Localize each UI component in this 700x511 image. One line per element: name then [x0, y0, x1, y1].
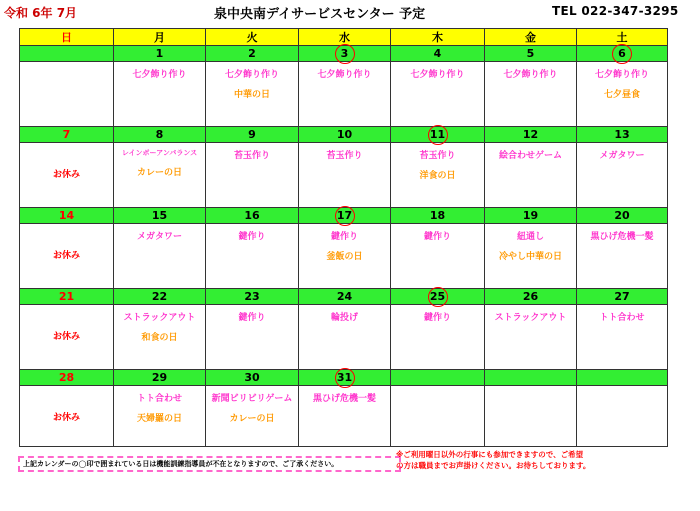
date-cell: [299, 370, 391, 386]
event-cell: [485, 386, 577, 447]
date-cell: [206, 208, 299, 224]
date-cell: [391, 289, 485, 305]
weekday-fri: 金: [485, 29, 577, 46]
participation-note: [396, 449, 590, 471]
event-cell: [206, 386, 299, 447]
activity-label: 新聞ビリビリゲーム: [211, 394, 293, 404]
activity-label: ストラックアウト: [494, 313, 567, 323]
date-row: [20, 289, 668, 305]
event-cell: [20, 305, 114, 370]
date-cell: [577, 46, 668, 62]
event-cell: [577, 143, 668, 208]
date-cell: [206, 127, 299, 143]
date-number: 1: [155, 47, 164, 60]
date-number: 15: [151, 209, 168, 222]
participation-note-line2: の方は職員までお声掛けください。お待ちしております。: [396, 461, 591, 470]
meal-label: 洋食の日: [419, 171, 456, 181]
date-cell: [299, 289, 391, 305]
event-row: [20, 305, 668, 370]
date-cell: [577, 127, 668, 143]
event-cell: [577, 386, 668, 447]
event-cell: [577, 305, 668, 370]
date-cell: [299, 127, 391, 143]
activity-label: 鍵作り: [330, 232, 358, 242]
event-cell: [20, 224, 114, 289]
participation-note-line1: ※ご利用曜日以外の行事にも参加できますので、ご希望: [396, 450, 584, 459]
absence-circle-mark: [335, 44, 355, 64]
meal-label: 和食の日: [141, 333, 178, 343]
instructor-absence-note: 上記カレンダーの◯印で囲まれている日は機能訓練指導員が不在となりますので、ご了承ください。: [18, 456, 401, 472]
date-number: 7: [62, 128, 71, 141]
date-cell: [485, 208, 577, 224]
activity-label: レインボーアンバランス: [121, 149, 198, 157]
event-cell: [485, 143, 577, 208]
date-number: 4: [433, 47, 442, 60]
calendar-table: [19, 28, 668, 447]
activity-label: 七夕飾り作り: [594, 70, 649, 80]
date-cell: [577, 370, 668, 386]
weekday-tue: 火: [206, 29, 299, 46]
meal-label: 七夕昼食: [603, 90, 640, 100]
date-number: 17: [336, 209, 353, 222]
activity-label: 鍵作り: [238, 232, 266, 242]
date-cell: [20, 46, 114, 62]
date-number: 14: [58, 209, 75, 222]
date-number: 5: [526, 47, 535, 60]
event-cell: [20, 143, 114, 208]
weekday-wed: 水: [299, 29, 391, 46]
event-cell: [114, 386, 206, 447]
date-cell: [485, 127, 577, 143]
absence-circle-mark: [428, 287, 448, 307]
date-number: 25: [429, 290, 446, 303]
date-cell: [20, 208, 114, 224]
activity-label: 七夕飾り作り: [224, 70, 279, 80]
date-cell: [485, 46, 577, 62]
date-number: 22: [151, 290, 168, 303]
activity-label: メガタワー: [599, 151, 645, 161]
date-number: 6: [618, 47, 626, 60]
date-number: 18: [429, 209, 446, 222]
activity-label: 鍵作り: [423, 232, 451, 242]
date-cell: [485, 370, 577, 386]
event-cell: [206, 62, 299, 127]
date-number: 28: [58, 371, 75, 384]
event-cell: [299, 305, 391, 370]
month-label: 令和 6年 7月: [4, 6, 78, 20]
phone-number: TEL 022-347-3295: [552, 4, 679, 18]
date-number: 16: [244, 209, 260, 222]
date-cell: [114, 208, 206, 224]
weekday-thu: 木: [391, 29, 485, 46]
header: [0, 0, 700, 28]
date-cell: [20, 289, 114, 305]
date-cell: [114, 370, 206, 386]
activity-label: トト合わせ: [136, 394, 182, 404]
date-number: 30: [244, 371, 260, 384]
weekday-sun: 日: [20, 29, 114, 46]
event-cell: [206, 143, 299, 208]
event-cell: [20, 386, 114, 447]
event-cell: [391, 224, 485, 289]
meal-label: カレーの日: [229, 414, 275, 424]
event-cell: [391, 143, 485, 208]
activity-label: メガタワー: [136, 232, 182, 242]
activity-label: 黒ひげ危機一髪: [590, 232, 654, 242]
date-number: 13: [614, 128, 630, 141]
date-number: 27: [614, 290, 630, 303]
event-cell: [299, 143, 391, 208]
event-row: [20, 143, 668, 208]
event-cell: [485, 62, 577, 127]
date-row: [20, 127, 668, 143]
date-cell: [114, 46, 206, 62]
event-cell: [577, 62, 668, 127]
date-cell: [20, 370, 114, 386]
date-number: 8: [155, 128, 164, 141]
date-number: 21: [58, 290, 75, 303]
date-number: 31: [336, 371, 353, 384]
date-row: [20, 208, 668, 224]
event-cell: [299, 224, 391, 289]
date-number: 19: [522, 209, 539, 222]
activity-label: 七夕飾り作り: [410, 70, 465, 80]
closed-day-label: お休み: [52, 332, 80, 342]
event-cell: [114, 143, 206, 208]
weekday-sat: 土: [577, 29, 668, 46]
date-cell: [114, 289, 206, 305]
event-row: [20, 224, 668, 289]
date-cell: [206, 370, 299, 386]
event-cell: [485, 305, 577, 370]
absence-circle-mark: [612, 44, 632, 64]
weekday-mon: 月: [114, 29, 206, 46]
date-cell: [577, 208, 668, 224]
date-number: 12: [522, 128, 539, 141]
activity-label: ストラックアウト: [123, 313, 196, 323]
meal-label: 冷やし中華の日: [498, 252, 562, 262]
date-cell: [391, 46, 485, 62]
activity-label: 苔玉作り: [326, 151, 363, 161]
event-row: [20, 62, 668, 127]
event-cell: [114, 224, 206, 289]
activity-label: 七夕飾り作り: [503, 70, 558, 80]
meal-label: カレーの日: [136, 168, 182, 178]
date-cell: [391, 370, 485, 386]
activity-label: 絵合わせゲーム: [498, 151, 562, 161]
event-cell: [20, 62, 114, 127]
date-cell: [299, 46, 391, 62]
event-cell: [577, 224, 668, 289]
date-number: 26: [522, 290, 539, 303]
activity-label: 紐通し: [516, 232, 544, 242]
activity-label: 輪投げ: [330, 313, 358, 323]
date-cell: [206, 289, 299, 305]
date-cell: [485, 289, 577, 305]
event-cell: [391, 62, 485, 127]
date-cell: [577, 289, 668, 305]
date-number: 10: [336, 128, 353, 141]
event-row: [20, 386, 668, 447]
activity-label: 七夕飾り作り: [132, 70, 187, 80]
closed-day-label: お休み: [52, 413, 80, 423]
date-cell: [114, 127, 206, 143]
closed-day-label: お休み: [52, 251, 80, 261]
activity-label: 鍵作り: [423, 313, 451, 323]
activity-label: 苔玉作り: [233, 151, 270, 161]
date-cell: [20, 127, 114, 143]
date-cell: [206, 46, 299, 62]
meal-label: 天婦羅の日: [136, 414, 182, 424]
event-cell: [206, 305, 299, 370]
date-cell: [299, 208, 391, 224]
activity-label: 苔玉作り: [419, 151, 456, 161]
event-cell: [299, 62, 391, 127]
page-title: 泉中央南デイサービスセンター 予定: [214, 7, 426, 22]
meal-label: 中華の日: [233, 90, 270, 100]
date-number: 24: [336, 290, 353, 303]
date-number: 20: [614, 209, 630, 222]
activity-label: 七夕飾り作り: [317, 70, 372, 80]
date-row: [20, 370, 668, 386]
event-cell: [206, 224, 299, 289]
event-cell: [114, 62, 206, 127]
absence-circle-mark: [428, 125, 448, 145]
meal-label: 釜飯の日: [326, 252, 363, 262]
date-number: 11: [429, 128, 446, 141]
date-number: 29: [151, 371, 168, 384]
weekday-header-row: [20, 29, 668, 46]
event-cell: [114, 305, 206, 370]
activity-label: トト合わせ: [599, 313, 645, 323]
event-cell: [299, 386, 391, 447]
date-cell: [391, 208, 485, 224]
date-number: 2: [248, 47, 256, 60]
absence-circle-mark: [335, 206, 355, 226]
date-cell: [391, 127, 485, 143]
date-number: 9: [248, 128, 256, 141]
activity-label: 鍵作り: [238, 313, 266, 323]
event-cell: [391, 305, 485, 370]
event-cell: [485, 224, 577, 289]
date-row: [20, 46, 668, 62]
absence-circle-mark: [335, 368, 355, 388]
event-cell: [391, 386, 485, 447]
date-number: 23: [244, 290, 260, 303]
closed-day-label: お休み: [52, 170, 80, 180]
date-number: 3: [340, 47, 349, 60]
activity-label: 黒ひげ危機一髪: [312, 394, 376, 404]
